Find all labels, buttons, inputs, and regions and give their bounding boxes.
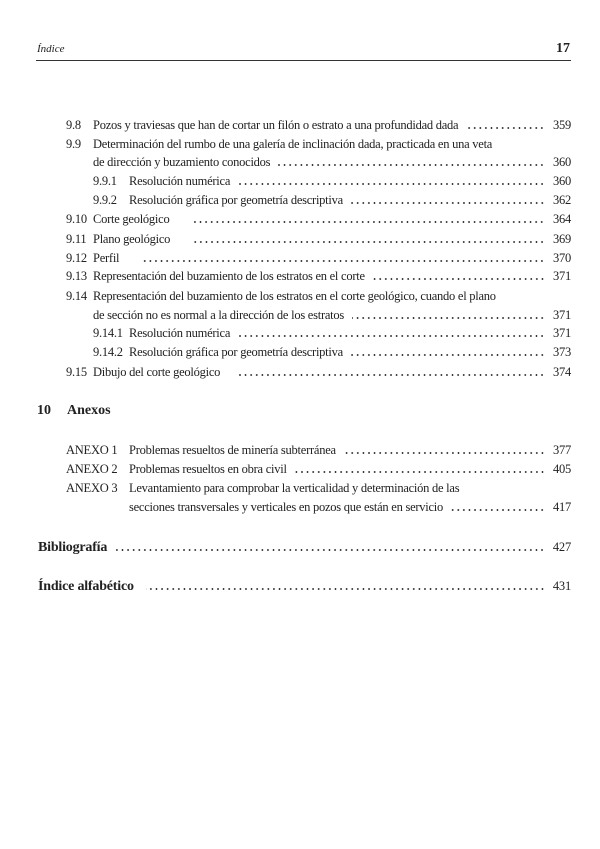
- annex-title: secciones transversales y verticales en pozos que están en servicio: [129, 500, 444, 514]
- chapter-number: 10: [37, 403, 51, 418]
- chapter-heading: [37, 403, 127, 419]
- entry-title: Índice alfabético: [38, 579, 134, 594]
- toc-alphabetical-index: [38, 578, 571, 595]
- entry-title: de sección no es normal a la dirección de los estratos: [93, 308, 344, 322]
- dot-leader: [113, 549, 545, 551]
- annex-title: Problemas resueltos en obra civil: [129, 462, 287, 476]
- entry-title: Resolución numérica: [129, 326, 231, 340]
- annex-label: ANEXO 2: [66, 462, 118, 476]
- entry-number: 9.10: [66, 212, 87, 226]
- annex-page: 377: [553, 443, 571, 457]
- toc-entry-9-8: [66, 117, 571, 133]
- dot-leader: [238, 183, 545, 185]
- dot-leader: [352, 317, 545, 319]
- entry-title: Resolución numérica: [129, 174, 231, 188]
- toc-bibliography: [38, 539, 571, 556]
- entry-number: 9.9: [66, 137, 81, 151]
- entry-page: 427: [552, 540, 571, 554]
- dot-leader: [146, 588, 545, 590]
- entry-page: 370: [553, 251, 571, 265]
- annex-page: 405: [553, 462, 571, 476]
- entry-title: Resolución gráfica por geometría descriptiva: [129, 193, 343, 207]
- entry-page: 374: [553, 365, 571, 379]
- toc-entry-9-14-2: [93, 344, 571, 360]
- dot-leader: [466, 127, 545, 129]
- dot-leader: [278, 164, 545, 166]
- entry-page: 359: [553, 118, 571, 132]
- dot-leader: [238, 335, 545, 337]
- toc-annex-3-cont: [129, 499, 571, 515]
- entry-title: Resolución gráfica por geometría descriptiva: [129, 345, 343, 359]
- entry-title: Determinación del rumbo de una galería de inclinación dada, practicada en una veta: [93, 137, 493, 151]
- entry-number: 9.14.1: [93, 326, 123, 340]
- dot-leader: [451, 509, 545, 511]
- annex-title: Problemas resueltos de minería subterránea: [129, 443, 336, 457]
- header-rule: [36, 60, 571, 61]
- entry-page: 360: [553, 155, 571, 169]
- toc-annex-1: [66, 442, 571, 458]
- toc-annex-2: [66, 461, 571, 477]
- dot-leader: [351, 354, 545, 356]
- entry-page: 360: [553, 174, 571, 188]
- entry-title: Representación del buzamiento de los estratos en el corte geológico, cuando el plano: [93, 289, 496, 303]
- dot-leader: [143, 260, 545, 262]
- entry-number: 9.12: [66, 251, 87, 265]
- entry-number: 9.9.2: [93, 193, 117, 207]
- entry-number: 9.9.1: [93, 174, 117, 188]
- dot-leader: [351, 202, 545, 204]
- entry-page: 364: [553, 212, 571, 226]
- annex-label: ANEXO 1: [66, 443, 118, 457]
- dot-leader: [373, 278, 545, 280]
- entry-title: Corte geológico: [93, 212, 170, 226]
- entry-title: Representación del buzamiento de los estratos en el corte: [93, 269, 365, 283]
- toc-entry-9-12: [66, 250, 571, 266]
- toc-entry-9-13: [66, 268, 571, 284]
- annex-title: Levantamiento para comprobar la verticalidad y determinación de las: [129, 481, 460, 495]
- page-number: 17: [556, 41, 570, 56]
- entry-title: Plano geológico: [93, 232, 171, 246]
- entry-number: 9.15: [66, 365, 87, 379]
- entry-title: Perfil: [93, 251, 120, 265]
- dot-leader: [344, 452, 545, 454]
- toc-entry-9-15: [66, 364, 571, 380]
- toc-entry-9-10: [66, 211, 571, 227]
- entry-page: 431: [552, 579, 571, 593]
- dot-leader: [194, 241, 545, 243]
- toc-entry-9-11: [66, 231, 571, 247]
- annex-page: 417: [553, 500, 571, 514]
- entry-number: 9.8: [66, 118, 81, 132]
- entry-number: 9.14: [66, 289, 87, 303]
- toc-entry-9-9-cont: [93, 154, 571, 170]
- toc-entry-9-14-1: [93, 325, 571, 341]
- annex-label: ANEXO 3: [66, 481, 118, 495]
- entry-page: 373: [553, 345, 571, 359]
- entry-page: 369: [553, 232, 571, 246]
- entry-page: 362: [553, 193, 571, 207]
- toc-entry-9-9: [66, 136, 571, 152]
- entry-page: 371: [553, 269, 571, 283]
- entry-number: 9.11: [66, 232, 87, 246]
- running-header-section: Índice: [37, 43, 65, 55]
- entry-number: 9.13: [66, 269, 87, 283]
- entry-page: 371: [553, 326, 571, 340]
- toc-entry-9-14-cont: [93, 307, 571, 323]
- toc-annex-3: [66, 480, 571, 496]
- entry-number: 9.14.2: [93, 345, 123, 359]
- dot-leader: [193, 221, 545, 223]
- chapter-title: Anexos: [67, 403, 111, 418]
- entry-title: Pozos y traviesas que han de cortar un filón o estrato a una profundidad dada: [93, 118, 459, 132]
- toc-entry-9-14: [66, 288, 571, 304]
- entry-title: Bibliografía: [38, 540, 108, 555]
- toc-entry-9-9-1: [93, 173, 571, 189]
- entry-title: Dibujo del corte geológico: [93, 365, 221, 379]
- dot-leader: [295, 471, 545, 473]
- toc-entry-9-9-2: [93, 192, 571, 208]
- entry-title: de dirección y buzamiento conocidos: [93, 155, 271, 169]
- entry-page: 371: [553, 308, 571, 322]
- dot-leader: [236, 374, 545, 376]
